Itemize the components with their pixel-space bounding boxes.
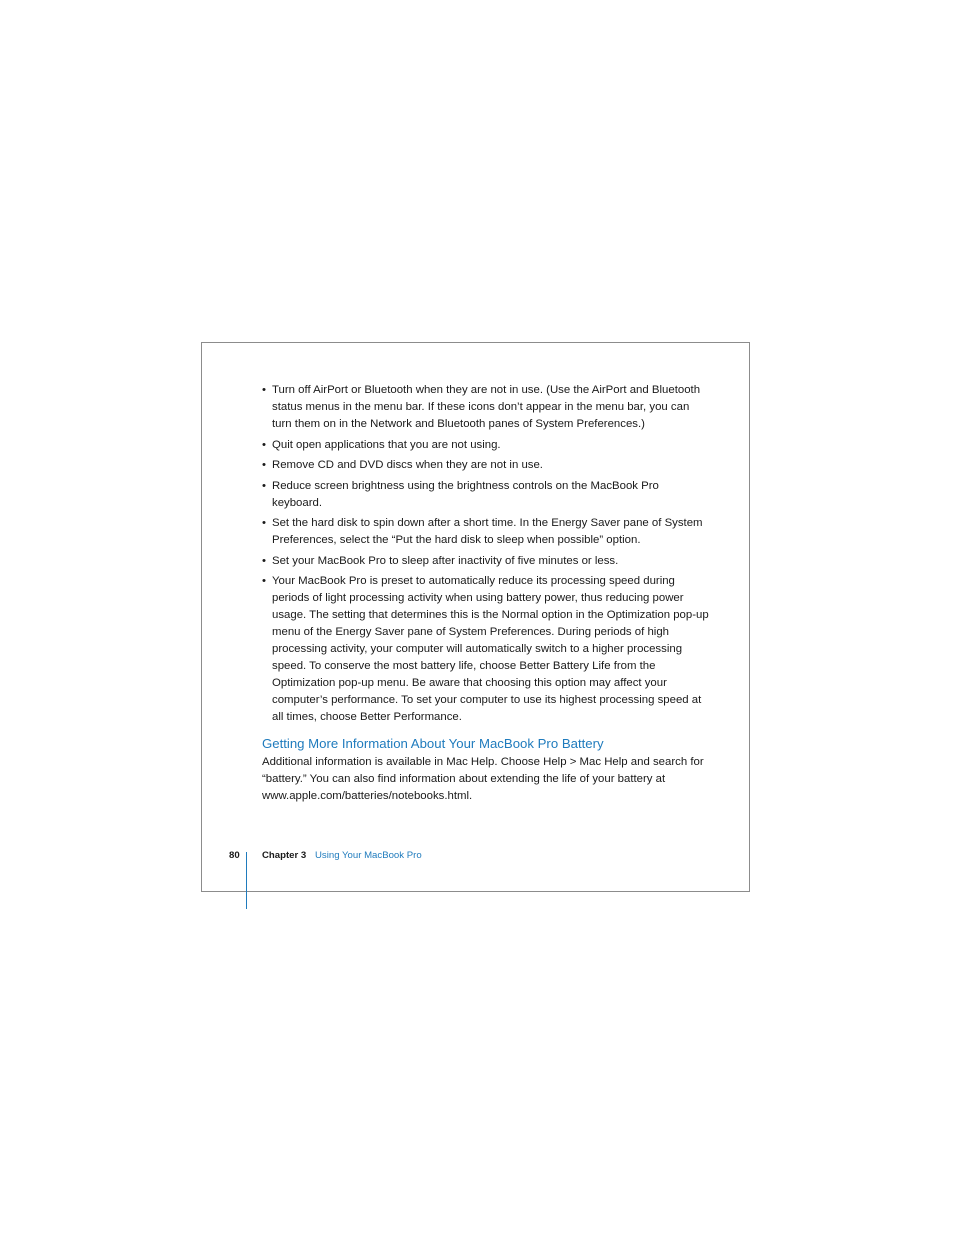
bullet-icon: • (262, 575, 266, 587)
page-number: 80 (229, 850, 240, 861)
bullet-icon: • (262, 517, 266, 529)
bullet-icon: • (262, 459, 266, 471)
list-item-text: Remove CD and DVD discs when they are not in use. (272, 459, 543, 471)
list-item-text: Quit open applications that you are not using. (272, 438, 501, 451)
chapter-label: Chapter 3 (262, 850, 307, 861)
list-item-text: Set the hard disk to spin down after a short time. In the Energy Saver pane of System Preferences, select the “Put the hard disk to sleep when possible” option. (272, 517, 703, 546)
list-item-text: Set your MacBook Pro to sleep after inactivity of five minutes or less. (272, 554, 619, 567)
list-item (262, 478, 712, 512)
list-item (262, 553, 712, 570)
list-item-text: Reduce screen brightness using the brightness controls on the MacBook Pro keyboard. (272, 479, 659, 509)
page-footer (0, 850, 954, 870)
list-item (262, 515, 712, 549)
bullet-icon: • (262, 554, 266, 567)
bullet-list (262, 382, 712, 726)
list-item-text: Turn off AirPort or Bluetooth when they are not in use. (Use the AirPort and Bluetooth status menus in the menu bar. If these icons don’t appear in the menu bar, you can turn them on in the Network and Bluetooth panes of System Preferences.) (272, 384, 701, 430)
list-item-text: Your MacBook Pro is preset to automatically reduce its processing speed during periods of light processing activity when using battery power, thus reducing power usage. The setting that determines this is the Normal option in the Optimization pop-up menu of the Energy Saver pane of System Preferences. During periods of high processing activity, your computer will automatically switch to a higher processing speed. To conserve the most battery life, choose Better Battery Life from the Optimization pop-up menu. Be aware that choosing this option may affect your computer’s performance. To set your computer to use its highest processing speed at all times, choose Better Performance. (272, 575, 709, 723)
section-heading: Getting More Information About Your MacBook Pro Battery (262, 736, 604, 751)
list-item (262, 573, 712, 726)
bullet-icon: • (262, 384, 266, 396)
section-body: Additional information is available in Mac Help. Choose Help > Mac Help and search for “battery.” You can also find information about extending the life of your battery at www.apple.com/batteries/notebooks.html. (262, 756, 704, 802)
chapter-title: Using Your MacBook Pro (315, 850, 422, 861)
list-item (262, 457, 712, 474)
list-item (262, 382, 712, 433)
page-content (262, 382, 712, 805)
list-item (262, 437, 712, 454)
bullet-icon: • (262, 438, 266, 451)
bullet-icon: • (262, 479, 266, 492)
